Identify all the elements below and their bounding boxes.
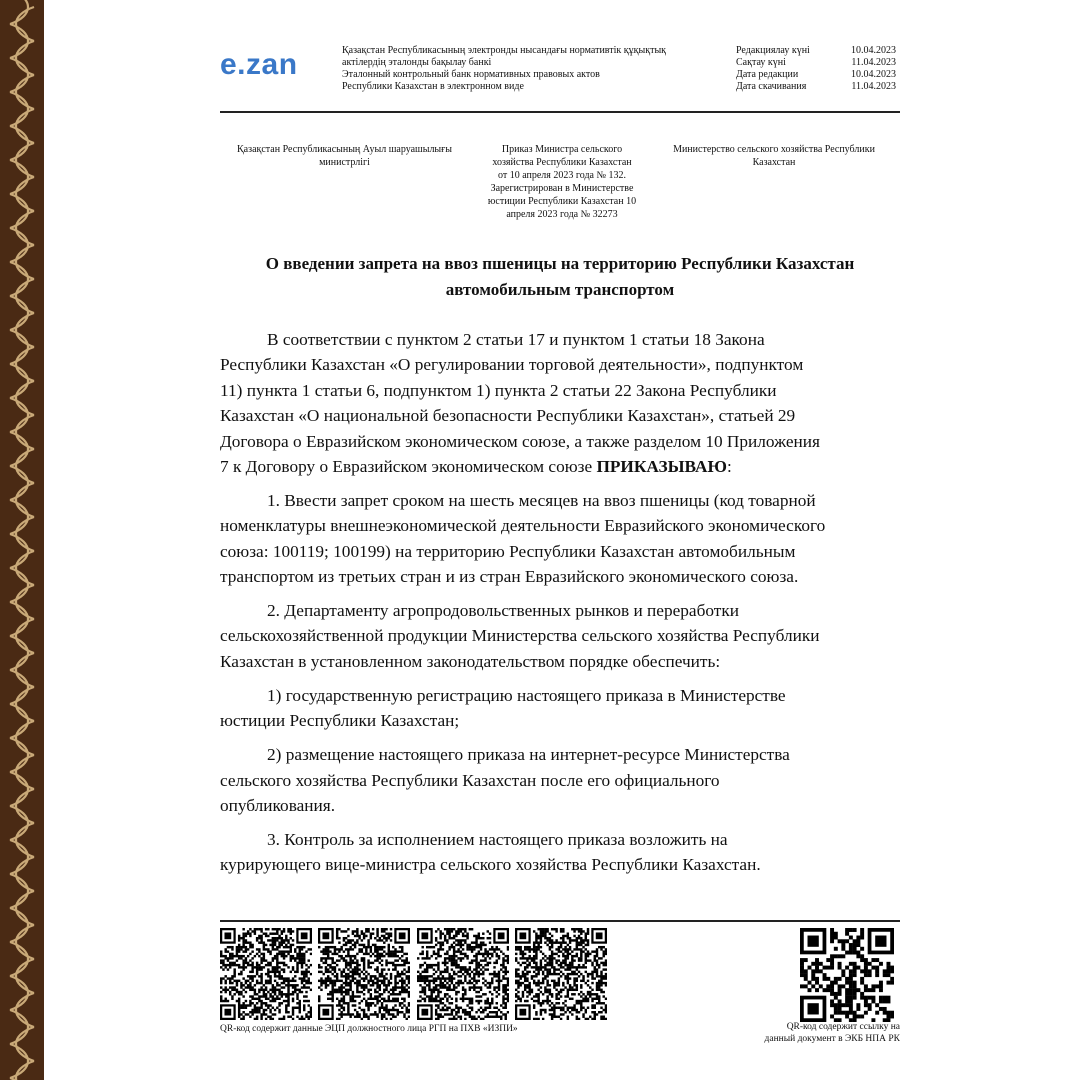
meta-label: Дата редакции <box>736 69 799 80</box>
logo-text: e.zan <box>220 48 298 81</box>
body-line: Казахстан в установленном законодательством порядке обеспечить: <box>220 651 721 671</box>
qr-link-caption-line: QR-код содержит ссылку на <box>786 1022 900 1032</box>
body-line: 1. Ввести запрет сроком на шесть месяцев на ввоз пшеницы (код товарной <box>267 490 816 510</box>
document-body <box>220 327 910 886</box>
document-title <box>210 251 910 303</box>
order-line: от 10 апреля 2023 года № 132. <box>497 170 627 181</box>
order-line: апреля 2023 года № 32273 <box>506 209 618 220</box>
signature-qr-code <box>318 928 410 1025</box>
paragraph-item-2 <box>220 598 910 674</box>
meta-row <box>736 69 896 81</box>
body-text: : <box>726 457 732 477</box>
body-line: 3. Контроль за исполнением настоящего приказа возложить на <box>267 829 728 849</box>
meta-value: 11.04.2023 <box>851 81 896 92</box>
ezan-logo <box>220 48 298 82</box>
body-line: сельскохозяйственной продукции Министерства сельского хозяйства Республики <box>220 626 820 646</box>
header-description <box>342 45 722 93</box>
body-text: 7 к Договору о Евразийском экономическом союзе <box>220 457 597 477</box>
decorative-border <box>0 0 44 1080</box>
body-line: союза: 100119; 100199) на территорию Республики Казахстан автомобильным <box>220 541 796 561</box>
issuer-kk-line: министрлігі <box>319 157 370 168</box>
meta-value: 10.04.2023 <box>851 69 896 80</box>
paragraph-item-1 <box>220 488 910 590</box>
meta-value: 10.04.2023 <box>851 45 896 56</box>
meta-row <box>736 57 896 69</box>
signature-qr-code <box>515 928 607 1025</box>
issuer-ru-line: Министерство сельского хозяйства Республики <box>673 144 875 155</box>
meta-value: 11.04.2023 <box>851 57 896 68</box>
issuer-kk-line: Қазақстан Республикасының Ауыл шаруашылығы <box>237 144 452 155</box>
issuer-kazakh <box>222 143 467 169</box>
paragraph-subitem-1 <box>220 683 910 734</box>
body-line: 1) государственную регистрацию настоящего приказа в Министерстве <box>267 685 786 705</box>
qr-signature-caption: QR-код содержит данные ЭЦП должностного лица РГП на ПХВ «ИЗПИ» <box>220 1024 518 1034</box>
paragraph-subitem-2 <box>220 742 910 818</box>
header-divider <box>220 111 900 113</box>
qr-link-caption <box>720 1021 900 1045</box>
meta-label: Редакциялау күні <box>736 45 810 56</box>
meta-row <box>736 45 896 57</box>
header-desc-line: актілердің эталонды бақылау банкі <box>342 57 492 68</box>
order-line: хозяйства Республики Казахстан <box>492 157 632 168</box>
order-line: юстиции Республики Казахстан 10 <box>487 196 637 207</box>
body-line: Казахстан «О национальной безопасности Республики Казахстан», статьей 29 <box>220 406 796 426</box>
body-line: В соответствии с пунктом 2 статьи 17 и пунктом 1 статьи 18 Закона <box>267 330 765 349</box>
footer-divider <box>220 920 900 922</box>
order-keyword: ПРИКАЗЫВАЮ <box>596 457 727 477</box>
body-line: Республики Казахстан «О регулировании торговой деятельности», подпунктом <box>220 355 804 375</box>
header-desc-line: Қазақстан Республикасының электронды нысандағы нормативтік құқықтық <box>342 45 667 56</box>
header-meta <box>736 45 896 93</box>
order-line: Приказ Министра сельского <box>501 144 623 155</box>
meta-label: Дата скачивания <box>736 81 807 92</box>
signature-qr-code <box>220 928 312 1025</box>
qr-link-caption-line: данный документ в ЭКБ НПА РК <box>764 1034 900 1044</box>
signature-qr-code <box>417 928 509 1025</box>
header-desc-line: Республики Казахстан в электронном виде <box>342 81 524 92</box>
body-line: юстиции Республики Казахстан; <box>220 711 460 731</box>
title-line: автомобильным транспортом <box>445 280 675 299</box>
body-line <box>220 454 910 479</box>
body-line: 2. Департаменту агропродовольственных рынков и переработки <box>267 601 739 621</box>
body-line: курирующего вице-министра сельского хозяйства Республики Казахстан. <box>220 855 761 875</box>
paragraph-preamble <box>220 327 910 479</box>
meta-label: Сақтау күні <box>736 57 786 68</box>
order-reference <box>472 143 652 221</box>
meta-row <box>736 81 896 93</box>
body-line: 2) размещение настоящего приказа на интернет-ресурсе Министерства <box>267 745 790 765</box>
issuer-russian <box>654 143 894 169</box>
paragraph-item-3 <box>220 827 910 878</box>
body-line: 11) пункта 1 статьи 6, подпунктом 1) пункта 2 статьи 22 Закона Республики <box>220 380 777 400</box>
body-line: номенклатуры внешнеэкономической деятельности Евразийского экономического <box>220 516 826 536</box>
title-line: О введении запрета на ввоз пшеницы на территорию Республики Казахстан <box>265 254 855 273</box>
body-line: сельского хозяйства Республики Казахстан после его официального <box>220 770 720 790</box>
order-line: Зарегистрирован в Министерстве <box>490 183 634 194</box>
document-link-qr-code[interactable] <box>800 928 894 1027</box>
body-line: Договора о Евразийском экономическом союзе, а также разделом 10 Приложения <box>220 431 820 451</box>
header-desc-line: Эталонный контрольный банк нормативных правовых актов <box>342 69 600 80</box>
body-line: транспортом из третьих стран и из стран Евразийского экономического союза. <box>220 567 799 587</box>
body-line: опубликования. <box>220 795 336 815</box>
issuer-ru-line: Казахстан <box>752 157 796 168</box>
